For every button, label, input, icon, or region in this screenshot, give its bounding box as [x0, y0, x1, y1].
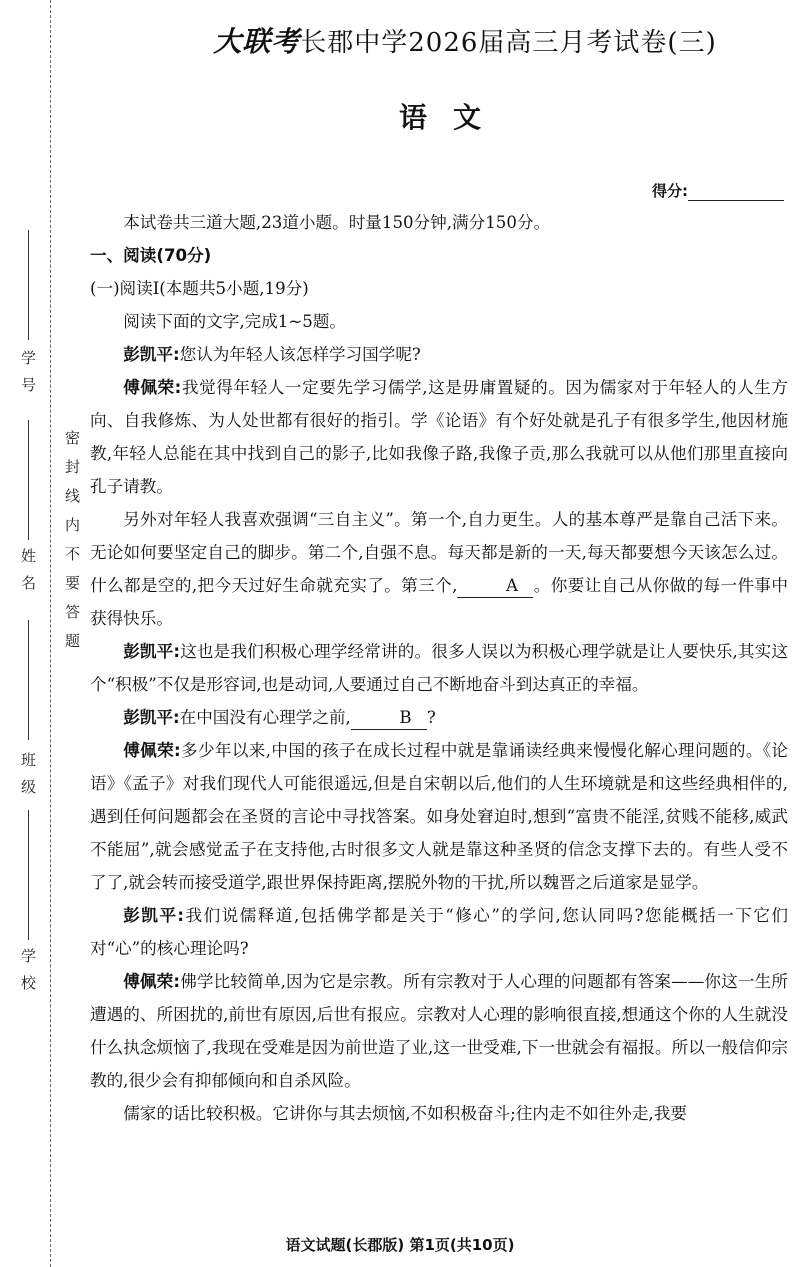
- dialogue-a4-cont: 儒家的话比较积极。它讲你与其去烦恼,不如积极奋斗;往内走不如往外走,我要: [123, 1104, 687, 1123]
- score-label: 得分:: [652, 182, 688, 200]
- answer-text: 佛学比较简单,因为它是宗教。所有宗教对于人心理的问题都有答案——你这一生所遭遇的、所困扰的,前世有原因,后世有报应。宗教对人心理的影响很直接,想通这个你的人生就没什么执念烦恼了,我现在受难是因为前世造了业,这一世受难,下一世就会有福报。所以一般信仰宗教的,很少会有抑郁倾向和自杀风险。: [90, 972, 788, 1090]
- dialogue-a4: [90, 965, 788, 1097]
- binding-margin: [0, 0, 80, 1267]
- page-footer: 语文试题(长郡版) 第1页(共10页): [285, 1236, 515, 1254]
- student-id-underline: [28, 230, 29, 340]
- student-id-label: 学号: [19, 350, 37, 404]
- score-blank[interactable]: [688, 185, 784, 201]
- question-text: 我们说儒释道,包括佛学都是关于“修心”的学问,您认同吗?您能概括一下它们对“心”的核心理论吗?: [90, 906, 788, 958]
- answer-text: 多少年以来,中国的孩子在成长过程中就是靠诵读经典来慢慢化解心理问题的。《论语》《孟子》对我们现代人可能很遥远,但是自宋朝以后,他们的人生环境就是和这些经典相伴的,遇到任何问题都会在圣贤的言论中寻找答案。如身处窘迫时,想到“富贵不能淫,贫贱不能移,威武不能屈”,就会感觉孟子在支持他,古时很多文人就是靠这种圣贤的信念支撑下去的。有些人受不了了,就会转而接受道学,跟世界保持距离,摆脱外物的干扰,所以魏晋之后道家是显学。: [90, 741, 788, 892]
- name-underline: [28, 420, 29, 540]
- class-label: 班级: [19, 752, 37, 806]
- answer-text: 另外对年轻人我喜欢强调“三自主义”。第一个,自力更生。人的基本尊严是靠自己活下来。无论如何要坚定自己的脚步。第二个,自强不息。每天都是新的一天,每天都要想今天该怎么过。什么都是空的,把今天过好生命就充实了。第三个,: [90, 510, 788, 595]
- school-underline: [28, 810, 29, 940]
- answer-text: 。你要让自己从你做的每一件事中获得快乐。: [90, 576, 788, 628]
- speaker-peng: 彭凯平:: [123, 345, 180, 364]
- dialogue-a1-cont: [90, 503, 788, 635]
- exam-title: [90, 20, 790, 60]
- question-text: 在中国没有心理学之前,: [179, 708, 351, 727]
- subsection-heading: (一)阅读Ⅰ(本题共5小题,19分): [90, 279, 309, 298]
- name-label: 姓名: [19, 548, 37, 602]
- speaker-peng: 彭凯平:: [123, 906, 185, 925]
- speaker-peng: 彭凯平:: [123, 708, 180, 727]
- dialogue-q2: [90, 635, 788, 701]
- class-underline: [28, 620, 29, 740]
- dialogue-a3: [90, 734, 788, 899]
- subject-title: 语文: [398, 101, 507, 134]
- question-text: 这也是我们积极心理学经常讲的。很多人误以为积极心理学就是让人要快乐,其实这个“积极”不仅是形容词,也是动词,人要通过自己不断地奋斗到达真正的幸福。: [90, 642, 788, 694]
- exam-title-text: 长郡中学2026届高三月考试卷(三): [300, 28, 717, 58]
- speaker-fu: 傅佩荣:: [123, 378, 182, 397]
- speaker-peng: 彭凯平:: [123, 642, 181, 661]
- dialogue-a1: [90, 371, 788, 503]
- brand-logo-text: 大联考: [213, 25, 301, 58]
- speaker-fu: 傅佩荣:: [123, 972, 181, 991]
- school-label: 学校: [19, 948, 37, 1002]
- passage: [90, 206, 788, 1130]
- answer-text: 我觉得年轻人一定要先学习儒学,这是毋庸置疑的。因为儒家对于年轻人的人生方向、自我修炼、为人处世都有很好的指引。学《论语》有个好处就是孔子有很多学生,他因材施教,年轻人总能在其中找到自己的影子,比如我像子路,我像子贡,那么我就可以从他们那里直接向孔子请教。: [90, 378, 788, 496]
- question-text: 您认为年轻人该怎样学习国学呢?: [179, 345, 421, 364]
- exam-intro: 本试卷共三道大题,23道小题。时量150分钟,满分150分。: [123, 213, 551, 232]
- seal-notice: 密封线内不要答题: [63, 430, 81, 662]
- blank-a[interactable]: A: [457, 575, 533, 598]
- score-field: [652, 180, 784, 201]
- blank-b[interactable]: B: [351, 707, 427, 730]
- question-text: ?: [426, 708, 436, 727]
- dialogue-q4: [90, 899, 788, 965]
- dialogue-q3: [90, 701, 788, 734]
- seal-line: [50, 0, 51, 1267]
- instruction: 阅读下面的文字,完成1~5题。: [123, 312, 347, 331]
- section-heading: 一、阅读(70分): [90, 246, 212, 265]
- speaker-fu: 傅佩荣:: [123, 741, 181, 760]
- dialogue-q1: [90, 338, 788, 371]
